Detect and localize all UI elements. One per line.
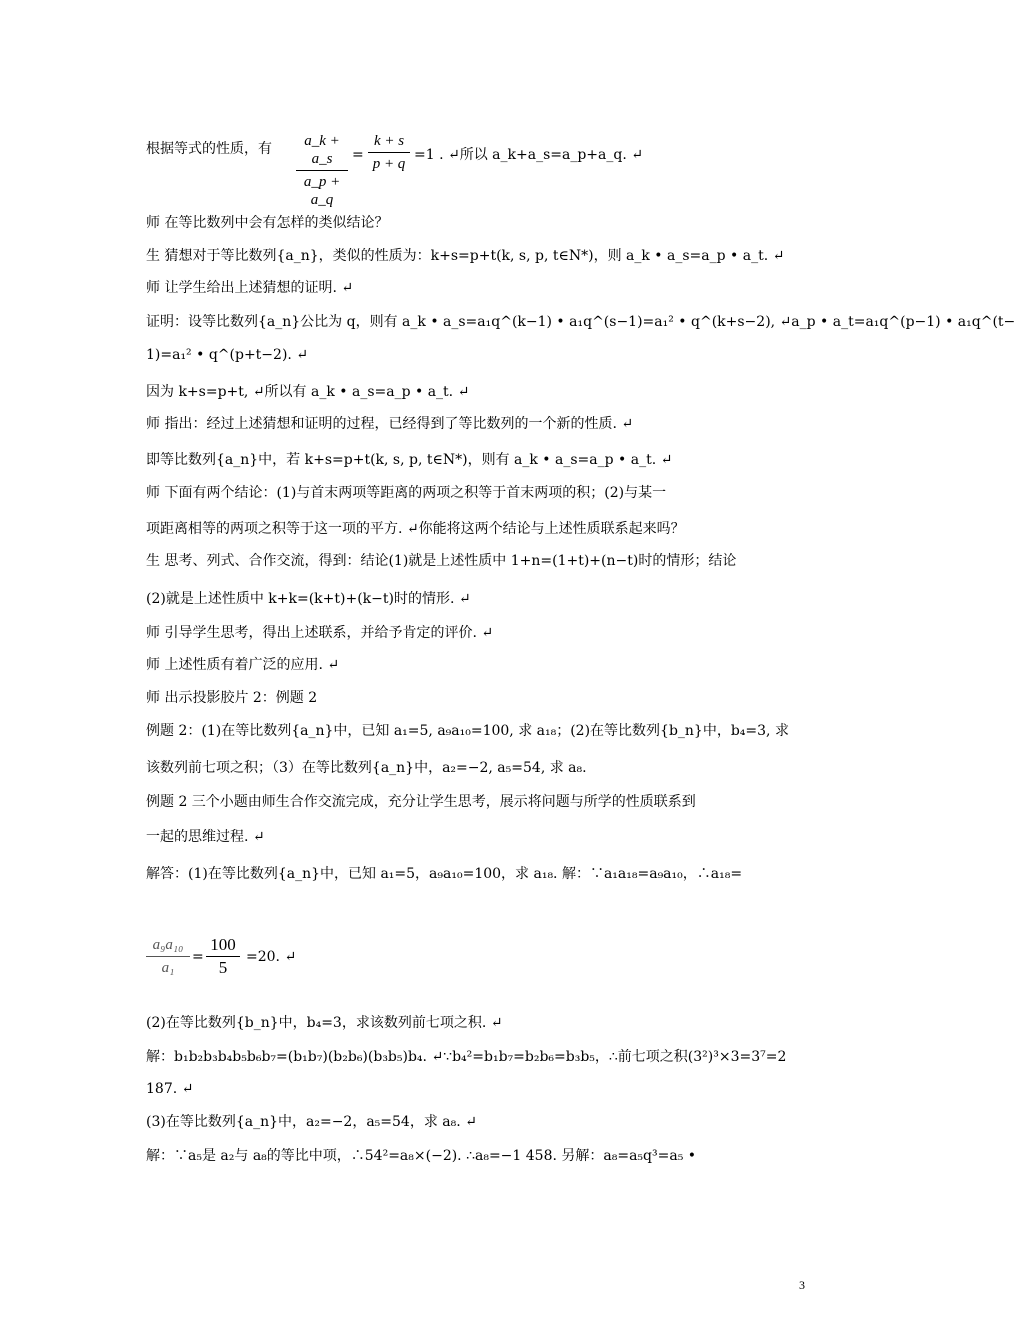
text-line-7: 师 指出：经过上述猜想和证明的过程，已经得到了等比数列的一个新的性质. ↵ xyxy=(146,416,634,432)
fraction-2 xyxy=(368,132,410,173)
text-line-9: 师 下面有两个结论：(1)与首末两项等距离的两项之积等于首末两项的积；(2)与某一 xyxy=(146,485,667,501)
text-line-19: 一起的思维过程. ↵ xyxy=(146,829,265,845)
text-line-21: (2)在等比数列{b_n}中，b₄=3，求该数列前七项之积. ↵ xyxy=(146,1015,503,1031)
fraction-3-num: a₉a₁₀ xyxy=(152,937,184,953)
fraction-4-num: 100 xyxy=(210,935,236,954)
text-line-6: 因为 k+s=p+t, ↵所以有 a_k • a_s=a_p • a_t. ↵ xyxy=(146,384,470,400)
fraction-2-den: p + q xyxy=(372,156,406,172)
text-line-16: 例题 2：(1)在等比数列{a_n}中，已知 a₁=5, a₉a₁₀=100, 求 a₁₈；(2)在等比数列{b_n}中，b₄=3, 求 xyxy=(146,723,789,739)
text-line-22: 解：b₁b₂b₃b₄b₅b₆b₇=(b₁b₇)(b₂b₆)(b₃b₅)b₄. ↵∵b₄²=b₁b₇=b₂b₆=b₃b₅，∴前七项之积(3²)³×3=3⁷=2 xyxy=(146,1049,787,1065)
text-line-20: 解答：(1)在等比数列{a_n}中，已知 a₁=5，a₉a₁₀=100，求 a₁₈. 解：∵a₁a₁₈=a₉a₁₀，∴a₁₈= xyxy=(146,866,743,882)
text-line-3: 师 让学生给出上述猜想的证明. ↵ xyxy=(146,280,354,296)
fraction-1 xyxy=(296,132,348,209)
text-line-18: 例题 2 三个小题由师生合作交流完成，充分让学生思考，展示将问题与所学的性质联系到 xyxy=(146,794,696,810)
fraction-4-den: 5 xyxy=(218,958,228,977)
text-line-15: 师 出示投影胶片 2：例题 2 xyxy=(146,690,318,706)
text-line-13: 师 引导学生思考，得出上述联系，并给予肯定的评价. ↵ xyxy=(146,625,494,641)
text-line-1: 师 在等比数列中会有怎样的类似结论？ xyxy=(146,215,389,231)
fraction-1-den: a_p + a_q xyxy=(303,174,341,208)
text-line-2: 生 猜想对于等比数列{a_n}，类似的性质为：k+s=p+t(k, s, p, t∈N*)，则 a_k • a_s=a_p • a_t. ↵ xyxy=(146,248,785,264)
frac1-lead: 根据等式的性质，有 xyxy=(146,141,272,157)
text-line-23: 187. ↵ xyxy=(146,1081,194,1097)
frac1-tail: =1 . ↵所以 a_k+a_s=a_p+a_q. ↵ xyxy=(414,147,643,163)
text-line-14: 师 上述性质有着广泛的应用. ↵ xyxy=(146,657,340,673)
page-number: 3 xyxy=(799,1278,805,1292)
fraction-4 xyxy=(206,936,240,977)
frac2-tail: =20. ↵ xyxy=(246,949,297,965)
text-line-5: 1)=a₁² • q^(p+t−2). ↵ xyxy=(146,347,309,363)
fraction-3 xyxy=(146,936,190,977)
fraction-3-den: a₁ xyxy=(161,960,175,976)
text-line-8: 即等比数列{a_n}中，若 k+s=p+t(k, s, p, t∈N*)，则有 a_k • a_s=a_p • a_t. ↵ xyxy=(146,452,673,468)
text-line-17: 该数列前七项之积；（3）在等比数列{a_n}中，a₂=−2, a₅=54, 求 a₈. xyxy=(146,760,587,776)
text-line-24: (3)在等比数列{a_n}中，a₂=−2，a₅=54，求 a₈. ↵ xyxy=(146,1114,477,1130)
text-line-11: 生 思考、列式、合作交流，得到：结论(1)就是上述性质中 1+n=(1+t)+(n−t)时的情形；结论 xyxy=(146,553,737,569)
text-line-4: 证明：设等比数列{a_n}公比为 q，则有 a_k • a_s=a₁q^(k−1) • a₁q^(s−1)=a₁² • q^(k+s−2), ↵a_p • a_t=a₁q^(p−1) • a₁q^(t− xyxy=(146,314,1015,330)
equals-sign: = xyxy=(352,147,364,163)
text-line-25: 解：∵a₅是 a₂与 a₈的等比中项，∴54²=a₈×(−2). ∴a₈=−1 458. 另解：a₈=a₅q³=a₅ • xyxy=(146,1148,697,1164)
equals-sign-2: = xyxy=(192,949,204,965)
text-line-10: 项距离相等的两项之积等于这一项的平方. ↵你能将这两个结论与上述性质联系起来吗？ xyxy=(146,521,685,537)
text-line-12: (2)就是上述性质中 k+k=(k+t)+(k−t)时的情形. ↵ xyxy=(146,591,471,607)
fraction-2-num: k + s xyxy=(373,133,405,149)
fraction-1-num: a_k + a_s xyxy=(304,133,340,167)
